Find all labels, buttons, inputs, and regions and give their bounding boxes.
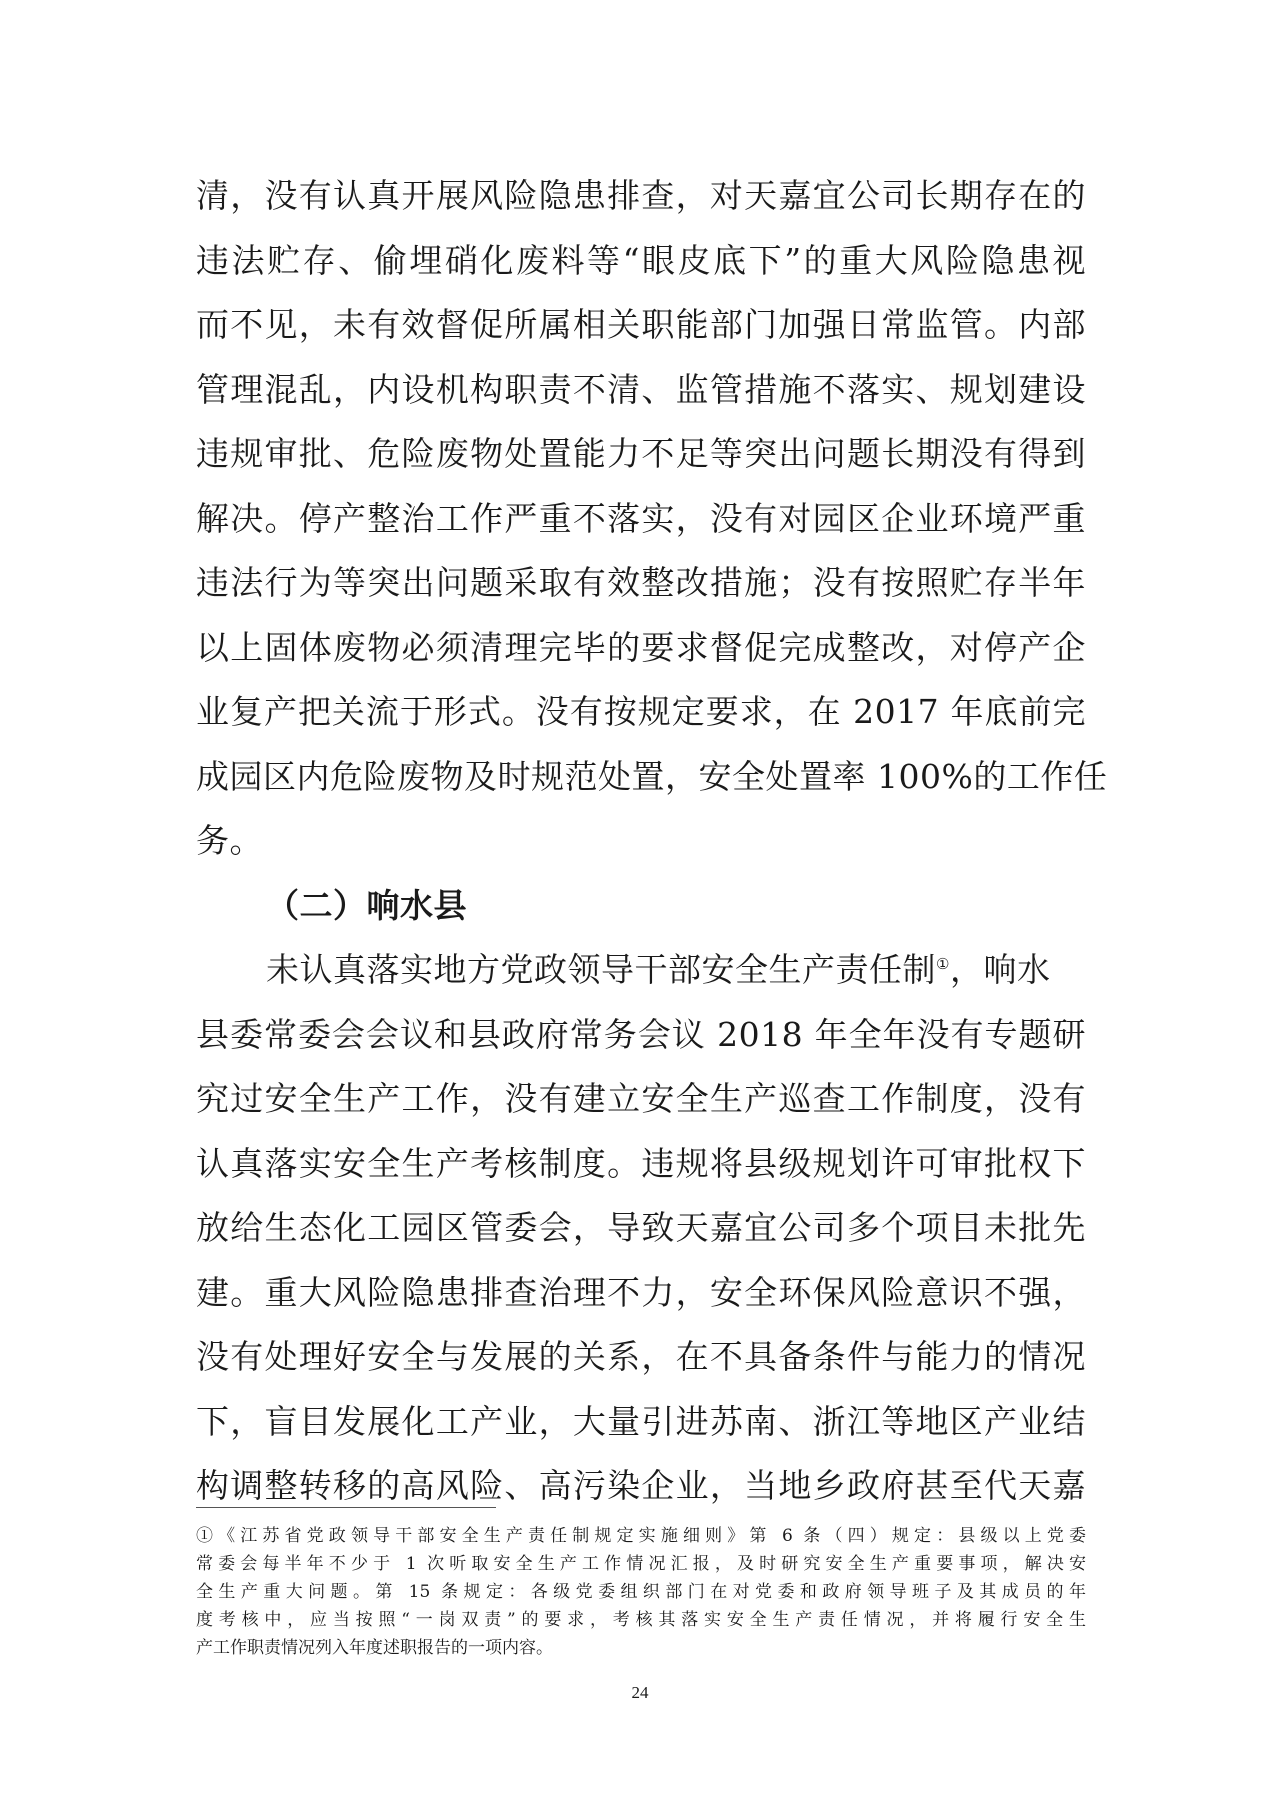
page-number: 24 xyxy=(631,1683,649,1702)
section-heading: （二）响水县 xyxy=(266,885,467,925)
text-line: 违法贮存、偷埋硝化废料等“眼皮底下”的重大风险隐患视 xyxy=(196,240,1086,280)
text-line: 没有处理好安全与发展的关系，在不具备条件与能力的情况 xyxy=(196,1337,1086,1376)
body-text xyxy=(196,164,1108,1519)
footnote-line: 度考核中，应当按照“一岗双责”的要求，考核其落实安全生产责任情况，并将履行安全生 xyxy=(196,1610,1086,1630)
text-line: 县委常委会会议和县政府常务会议 2018 年全年没有专题研 xyxy=(196,1014,1086,1054)
footnote-separator xyxy=(196,1507,496,1508)
text-line: 建。重大风险隐患排查治理不力，安全环保风险意识不强， xyxy=(196,1272,1086,1312)
text-line: 构调整转移的高风险、高污染企业，当地乡政府甚至代天嘉 xyxy=(196,1466,1086,1505)
footnote-line: 产工作职责情况列入年度述职报告的一项内容。 xyxy=(196,1638,553,1658)
text-line: 下，盲目发展化工产业，大量引进苏南、浙江等地区产业结 xyxy=(196,1401,1086,1441)
text-line xyxy=(196,938,1086,1003)
text-line: 究过安全生产工作，没有建立安全生产巡查工作制度，没有 xyxy=(196,1079,1086,1118)
footnote-reference[interactable]: ① xyxy=(936,955,950,973)
text-line: 成园区内危险废物及时规范处置，安全处置率 100%的工作任 xyxy=(196,756,1108,796)
text-line: 违法行为等突出问题采取有效整改措施；没有按照贮存半年 xyxy=(196,563,1086,602)
footnote-line: 全生产重大问题。第 15 条规定：各级党委组织部门在对党委和政府领导班子及其成员的年 xyxy=(196,1582,1086,1602)
text-line: 违规审批、危险废物处置能力不足等突出问题长期没有得到 xyxy=(196,434,1086,473)
text-line: 以上固体废物必须清理完毕的要求督促完成整改，对停产企 xyxy=(196,627,1086,667)
text-line: 清，没有认真开展风险隐患排查，对天嘉宜公司长期存在的 xyxy=(196,176,1086,215)
text-line: 认真落实安全生产考核制度。违规将县级规划许可审批权下 xyxy=(196,1143,1086,1183)
text-line: 解决。停产整治工作严重不落实，没有对园区企业环境严重 xyxy=(196,498,1086,538)
text-line: 务。 xyxy=(196,821,263,860)
paragraph-start: 未认真落实地方党政领导干部安全生产责任制 xyxy=(266,950,936,989)
footnote-line: 常委会每半年不少于 1 次听取安全生产工作情况汇报，及时研究安全生产重要事项，解决安 xyxy=(196,1554,1086,1574)
text-line: 业复产把关流于形式。没有按规定要求，在 2017 年底前完 xyxy=(196,692,1086,731)
text-line: 而不见，未有效督促所属相关职能部门加强日常监管。内部 xyxy=(196,305,1086,344)
footnote-line: ①《江苏省党政领导干部安全生产责任制规定实施细则》第 6 条（四）规定：县级以上党委 xyxy=(196,1526,1086,1546)
paragraph-start-tail: ，响水 xyxy=(949,950,1051,989)
text-line: 放给生态化工园区管委会，导致天嘉宜公司多个项目未批先 xyxy=(196,1208,1086,1247)
footnote xyxy=(196,1522,1086,1662)
text-line: 管理混乱，内设机构职责不清、监管措施不落实、规划建设 xyxy=(196,369,1086,409)
